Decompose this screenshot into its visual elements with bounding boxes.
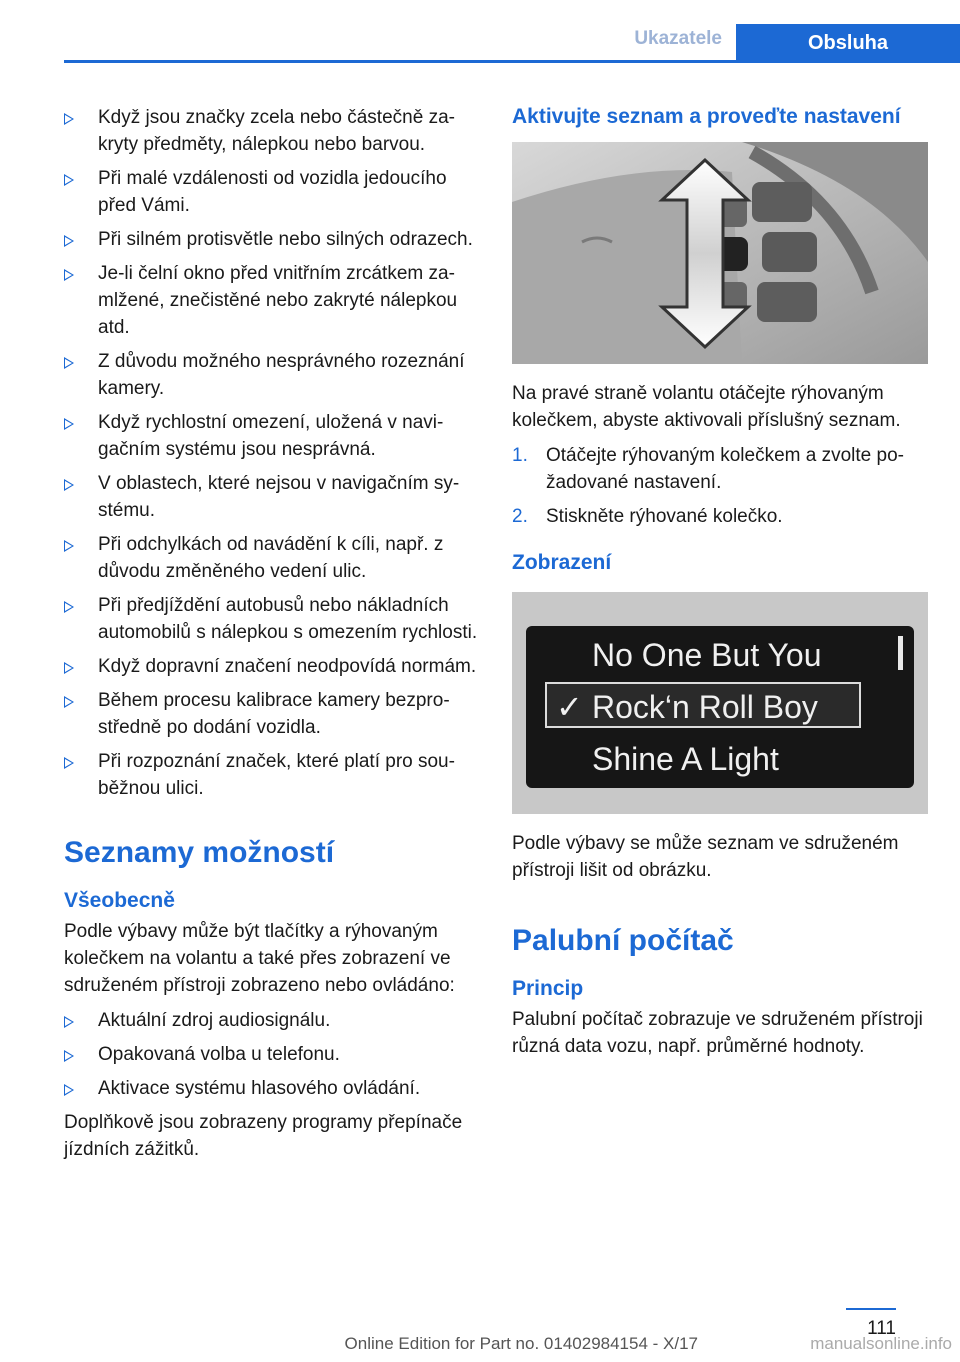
list-item: Je-li čelní okno před vnitřním zrcátkem zamlžené, znečistěné nebo zakryté nálepkou atd. [64,260,482,341]
list-row-3: Shine A Light [592,741,779,777]
list-item: Při malé vzdálenosti od vozidla jedoucího před Vámi. [64,165,482,219]
footer-rule [846,1308,896,1310]
edition-text: Online Edition for Part no. 01402984154 - X/17 [344,1334,698,1353]
list-item: 1. Otáčejte rýhovaným kolečkem a zvolte požadované nastavení. [512,445,904,493]
triangle-bullet-icon [64,418,74,430]
tab-ukazatele[interactable]: Ukazatele [634,28,722,49]
triangle-bullet-icon [64,1084,74,1096]
list-row-1: No One But You [592,637,822,673]
subsection-title-vseobecne: Všeobecně [64,889,175,912]
page-number: 111 [867,1318,896,1339]
list-item: Když jsou značky zcela nebo částečně zakryty předměty, nálepkou nebo barvou. [64,104,482,158]
subsection-title-aktivujte: Aktivujte seznam a proveďte nastavení [512,105,901,128]
triangle-bullet-icon [64,757,74,769]
list-item: Aktuální zdroj audiosignálu. [64,1007,482,1034]
page-header [0,24,960,62]
list-item: Při odchylkách od navádění k cíli, např. z důvodu změněného vedení ulic. [64,531,482,585]
triangle-bullet-icon [64,113,74,125]
tab-obsluha[interactable]: Obsluha [736,24,960,62]
limitations-list [64,104,482,802]
header-rule [64,60,960,63]
steps-list [512,442,930,530]
list-item: Během procesu kalibrace kamery bezprostředně po dodání vozidla. [64,687,482,741]
triangle-bullet-icon [64,174,74,186]
subsection-title-princip: Princip [512,977,584,1000]
triangle-bullet-icon [64,1016,74,1028]
right-column [512,104,930,1068]
list-item: Při silném protisvětle nebo silných odrazech. [64,226,482,253]
display-paragraph: Podle výbavy se může seznam ve sdruženém přístroji lišit od obrázku. [512,833,899,881]
list-row-2-selected: Rock‘n Roll Boy [592,689,818,725]
steering-wheel-image [512,142,928,364]
display-items-list [64,1007,482,1102]
triangle-bullet-icon [64,662,74,674]
list-item: V oblastech, které nejsou v navigačním systému. [64,470,482,524]
list-item: Když rychlostní omezení, uložená v navigačním systému jsou nesprávná. [64,409,482,463]
triangle-bullet-icon [64,269,74,281]
list-item: Opakovaná volba u telefonu. [64,1041,482,1068]
triangle-bullet-icon [64,540,74,552]
wheel-paragraph: Na pravé straně volantu otáčejte rýhovaným kolečkem, abyste aktivovali příslušný seznam. [512,383,901,431]
list-item: Aktivace systému hlasového ovládání. [64,1075,482,1102]
triangle-bullet-icon [64,235,74,247]
principle-paragraph: Palubní počítač zobrazuje ve sdruženém přístroji různá data vozu, např. průměrné hodnoty. [512,1009,923,1057]
watermark: manualsonline.info [810,1334,952,1353]
list-item: Při předjíždění autobusů nebo nákladních automobilů s nálepkou s omezením rychlosti. [64,592,482,646]
list-item: Při rozpoznání značek, které platí pro souběžnou ulici. [64,748,482,802]
triangle-bullet-icon [64,357,74,369]
list-item: Z důvodu možného nesprávného rozeznání kamery. [64,348,482,402]
list-item: Když dopravní značení neodpovídá normám. [64,653,482,680]
check-icon: ✓ [556,689,583,725]
cluster-list-display-image [512,592,928,814]
subsection-title-zobrazeni: Zobrazení [512,551,612,574]
list-item: 2. Stiskněte rýhované kolečko. [512,506,783,527]
intro-paragraph: Podle výbavy může být tlačítky a rýhovaným kolečkem na volantu a také přes zobrazení ve sdruženém přístroji zobrazeno nebo ovládáno: [64,921,455,996]
section-title-palubni: Palubní počítač [512,924,734,957]
triangle-bullet-icon [64,479,74,491]
left-column [64,104,482,1171]
triangle-bullet-icon [64,1050,74,1062]
section-title-seznamy: Seznamy možností [64,836,335,869]
triangle-bullet-icon [64,696,74,708]
triangle-bullet-icon [64,601,74,613]
outro-paragraph: Doplňkově jsou zobrazeny programy přepínače jízdních zážitků. [64,1112,463,1160]
